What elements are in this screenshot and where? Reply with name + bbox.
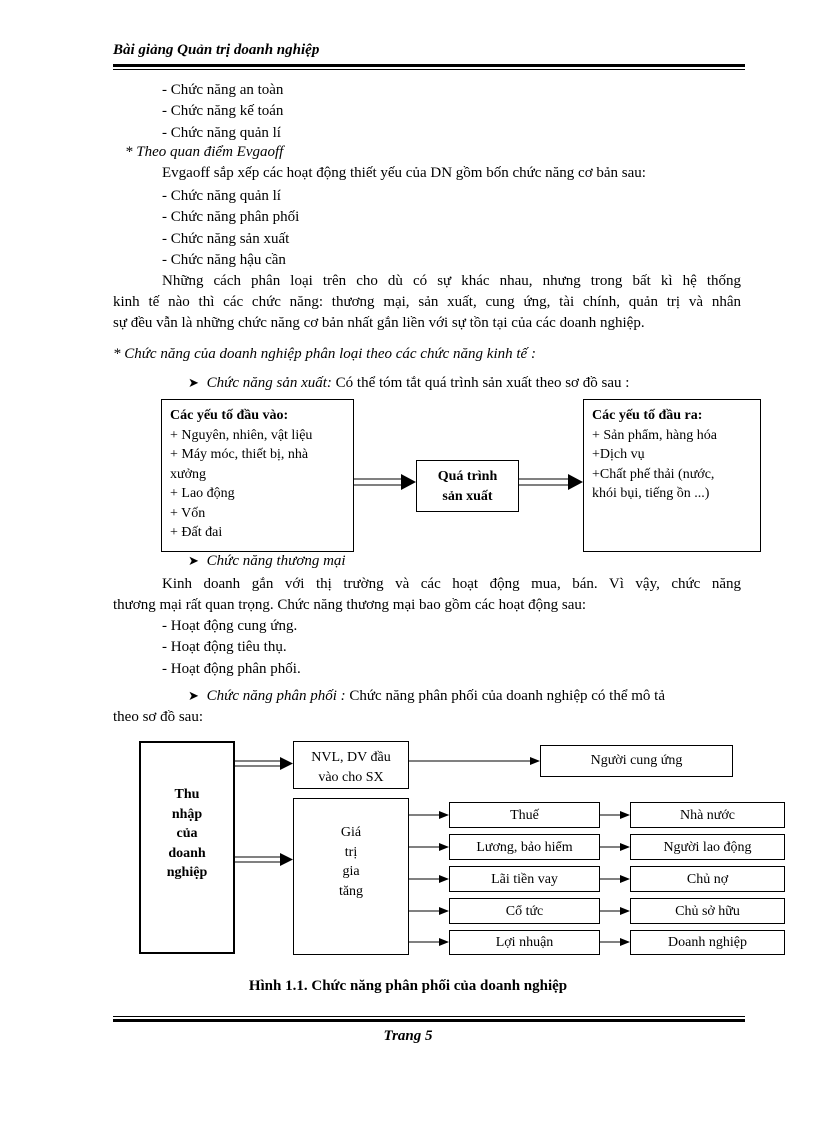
economic-functions-heading: * Chức năng của doanh nghiệp phân loại theo các chức năng kinh tế : [113,346,536,362]
list-item: - Chức năng kế toán [162,103,284,120]
middle-box: Thuế [449,802,600,828]
evgaoff-list [162,186,299,271]
footer-rule-thin [113,1016,745,1017]
list-item: - Chức năng phân phối [162,209,300,226]
list-item: - Chức năng quản lí [162,124,281,141]
paragraph-commerce: Kinh doanh gắn với thị trường và các hoạt động mua, bán. Vì vậy, chức năng thương mại rất quan trọng. Chức năng thương mại bao gồm các hoạt động sau: [113,576,741,613]
header-rule-thin [113,69,745,70]
intro-list [162,80,283,144]
arrow-bullet-icon: ➤ [188,688,199,703]
double-arrow-input-to-process [354,474,416,490]
list-item: - Chức năng hậu cần [162,251,286,268]
distribution-label: Chức năng phân phối : [206,688,346,704]
header-rule-thick [113,64,745,67]
distribution-text: Chức năng phân phối của doanh nghiệp có thể mô tả [345,688,665,704]
production-label: Chức năng sản xuất: [206,375,332,391]
arrow-bullet-icon: ➤ [188,375,199,390]
commerce-label: Chức năng thương mại [206,553,346,569]
evgaoff-heading: * Theo quan điểm Evgaoff [125,144,284,160]
list-item: - Chức năng sản xuất [162,230,290,247]
list-item: - Chức năng an toàn [162,82,284,98]
right-box: Chủ sở hữu [630,898,785,924]
page-header-title: Bài giảng Quản trị doanh nghiệp [113,42,320,58]
middle-box: Cổ tức [449,898,600,924]
evgaoff-lead: Evgaoff sắp xếp các hoạt động thiết yếu của DN gồm bốn chức năng cơ bản sau: [162,165,646,181]
commerce-line [188,553,346,570]
list-item: - Hoạt động cung ứng. [162,618,298,634]
production-text: Có thể tóm tắt quá trình sản xuất theo sơ đồ sau : [331,375,630,391]
middle-box: Lương, bảo hiểm [449,834,600,860]
distribution-text2: theo sơ đồ sau: [113,709,204,725]
income-source-box: Thu nhập của doanh nghiệp [139,741,235,954]
output-factors-box: Các yếu tố đầu ra: + Sản phẩm, hàng hóa +Dịch vụ +Chất phế thải (nước, khói bụi, tiếng ồn ...) [583,399,761,552]
commerce-list [162,616,301,680]
distribution-line [188,688,741,705]
right-box: Chủ nợ [630,866,785,892]
right-box: Doanh nghiệp [630,930,785,955]
input-factors-box: Các yếu tố đầu vào: + Nguyên, nhiên, vật liệu + Máy móc, thiết bị, nhà xưởng + Lao động + Vốn + Đất đai [161,399,354,552]
list-item: - Hoạt động tiêu thụ. [162,639,287,656]
page-number: Trang 5 [383,1028,433,1044]
nvl-box: NVL, DV đầu vào cho SX [293,741,409,789]
right-box: Nhà nước [630,802,785,828]
middle-box: Lãi tiền vay [449,866,600,892]
supplier-box: Người cung ứng [540,745,733,777]
production-process-box: Quá trình sản xuất [416,460,519,512]
middle-box: Lợi nhuận [449,930,600,955]
list-item: - Hoạt động phân phối. [162,660,301,677]
figure-caption: Hình 1.1. Chức năng phân phối của doanh nghiệp [248,978,568,994]
double-arrow-process-to-output [519,474,583,490]
paragraph-classification: Những cách phân loại trên cho dù có sự khác nhau, nhưng trong bất kì hệ thống kinh tế nào thì các chức năng: thương mại, sản xuất, cung ứng, tài chính, quản trị và nhân sự đều vẫn là những chức năng cơ bản nhất gắn liền với sự tồn tại của các doanh nghiệp. [113,273,741,331]
list-item: - Chức năng quản lí [162,188,281,204]
arrow-bullet-icon: ➤ [188,553,199,568]
footer-rule-thick [113,1019,745,1022]
right-box: Người lao động [630,834,785,860]
double-arrow-income-to-nvl [235,757,293,770]
production-line [188,375,629,392]
value-added-box: Giá trị gia tăng [293,798,409,955]
double-arrow-income-to-value [235,853,293,866]
